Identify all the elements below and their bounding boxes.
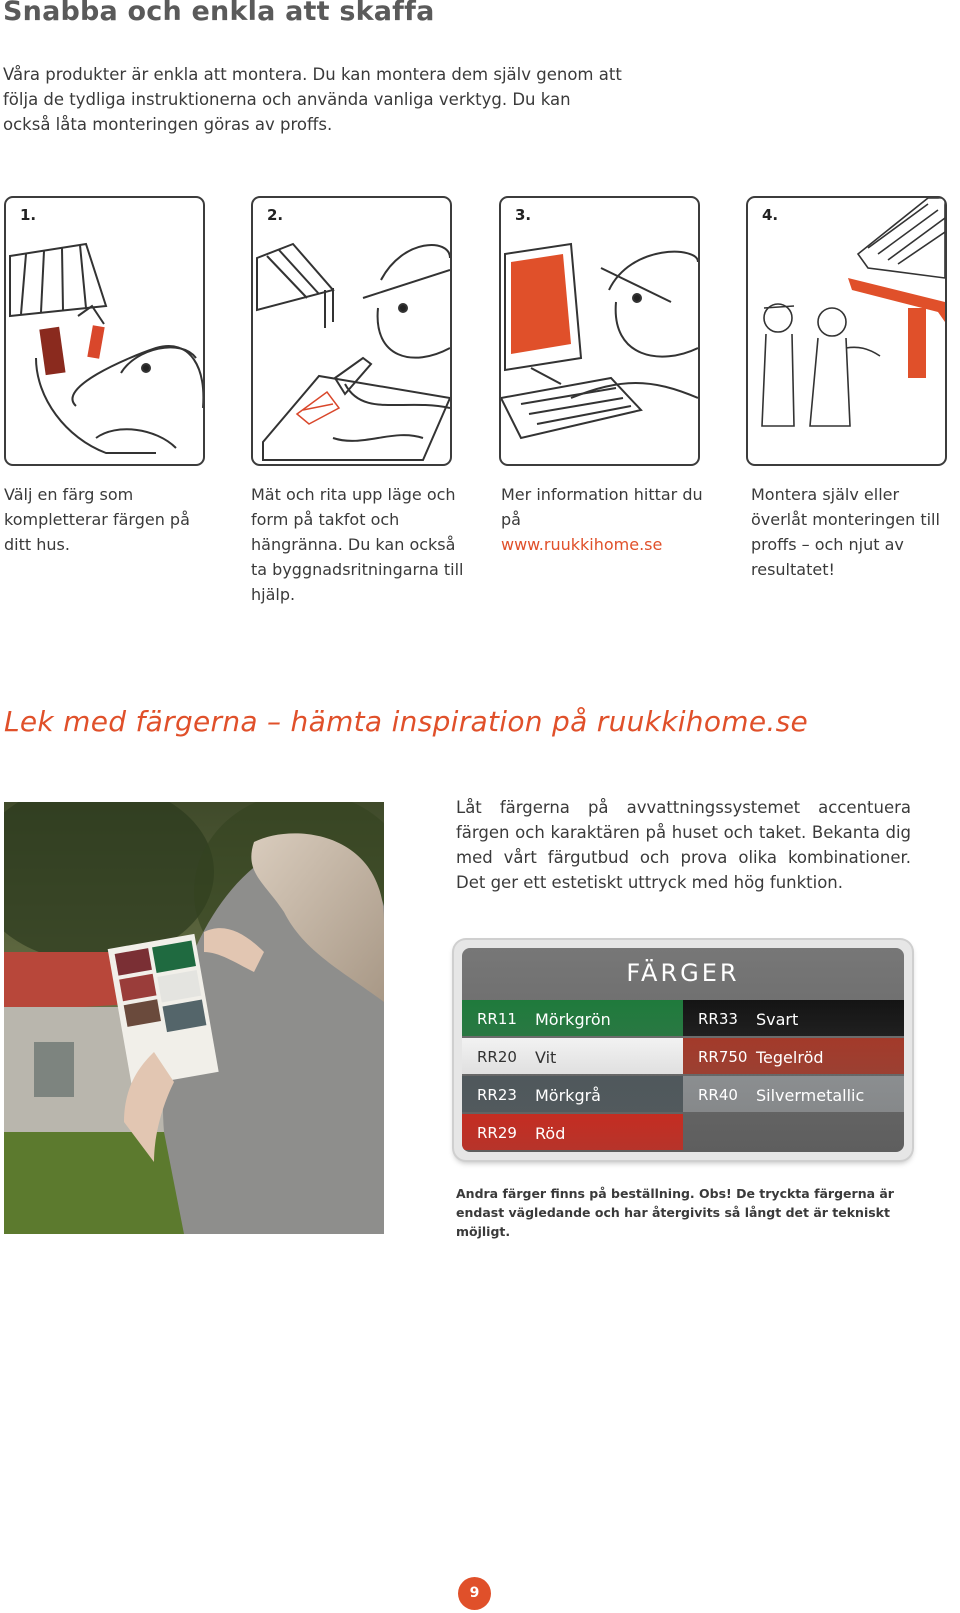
swatch-name: Vit <box>535 1048 557 1067</box>
swatch-name: Silvermetallic <box>756 1086 865 1105</box>
swatch-code: RR40 <box>698 1086 738 1104</box>
swatch-code: RR11 <box>477 1010 517 1028</box>
intro-text: Våra produkter är enkla att montera. Du kan montera dem själv genom att följa de tydliga instruktionerna och använda vanliga verktyg. Du kan också låta monteringen göras av proffs. <box>3 65 622 134</box>
page-number: 9 <box>458 1577 491 1610</box>
step-number: 2. <box>267 206 284 224</box>
step-3-panel <box>499 196 700 466</box>
step-number: 4. <box>762 206 779 224</box>
swatch-name: Röd <box>535 1124 566 1143</box>
swatch-rr29[interactable] <box>462 1114 683 1150</box>
step-number: 1. <box>20 206 37 224</box>
color-chart-inner <box>462 948 904 1152</box>
website-link[interactable]: www.ruukkihome.se <box>501 535 663 554</box>
step-number: 3. <box>515 206 532 224</box>
swatch-rr40[interactable] <box>683 1076 904 1112</box>
swatch-name: Svart <box>756 1010 799 1029</box>
swatch-name: Mörkgrön <box>535 1010 611 1029</box>
woman-holding-color-card-photo <box>4 802 384 1234</box>
swatch-rr23[interactable] <box>462 1076 683 1112</box>
step-3-caption-text: Mer information hittar du på <box>501 485 703 529</box>
color-chart-title: FÄRGER <box>626 959 740 987</box>
step-2-caption: Mät och rita upp läge och form på takfot och hängränna. Du kan också ta byggnadsritningarna till hjälp. <box>251 485 464 604</box>
page-title: Snabba och enkla att skaffa <box>3 0 435 27</box>
inspiration-text: Låt färgerna på avvattningssystemet accentuera färgen och karaktären på huset och taket. Bekanta dig med vårt färgutbud och prova olika kombinationer. Det ger ett estetiskt uttryck med hög funktion. <box>456 798 911 892</box>
swatch-code: RR29 <box>477 1124 517 1142</box>
swatch-rr750[interactable] <box>683 1038 904 1074</box>
photo-image-icon <box>4 802 384 1234</box>
swatch-code: RR750 <box>698 1048 748 1066</box>
color-disclaimer: Andra färger finns på beställning. Obs! De tryckta färgerna är endast vägledande och har återgivits så långt det är tekniskt möjligt. <box>456 1186 894 1239</box>
measure-drawing-illustration-icon <box>253 198 450 464</box>
step-2-panel <box>251 196 452 466</box>
color-chart <box>454 940 912 1160</box>
swatch-name: Mörkgrå <box>535 1086 601 1105</box>
swatch-name: Tegelröd <box>756 1048 824 1067</box>
computer-illustration-icon <box>501 198 698 464</box>
installed-gutter-illustration-icon <box>748 198 945 464</box>
swatch-rr11[interactable] <box>462 1000 683 1036</box>
color-sample-illustration-icon <box>6 198 203 464</box>
step-1-panel <box>4 196 205 466</box>
swatch-rr33[interactable] <box>683 1000 904 1036</box>
swatch-code: RR23 <box>477 1086 517 1104</box>
step-1-caption: Välj en färg som kompletterar färgen på ditt hus. <box>4 485 190 554</box>
swatch-code: RR20 <box>477 1048 517 1066</box>
step-3-caption <box>501 482 716 557</box>
swatch-rr20[interactable] <box>462 1038 683 1074</box>
step-4-caption: Montera själv eller överlåt monteringen till proffs – och njut av resultatet! <box>751 485 940 579</box>
step-4-panel <box>746 196 947 466</box>
swatch-code: RR33 <box>698 1010 738 1028</box>
inspiration-heading: Lek med färgerna – hämta inspiration på ruukkihome.se <box>4 705 808 738</box>
